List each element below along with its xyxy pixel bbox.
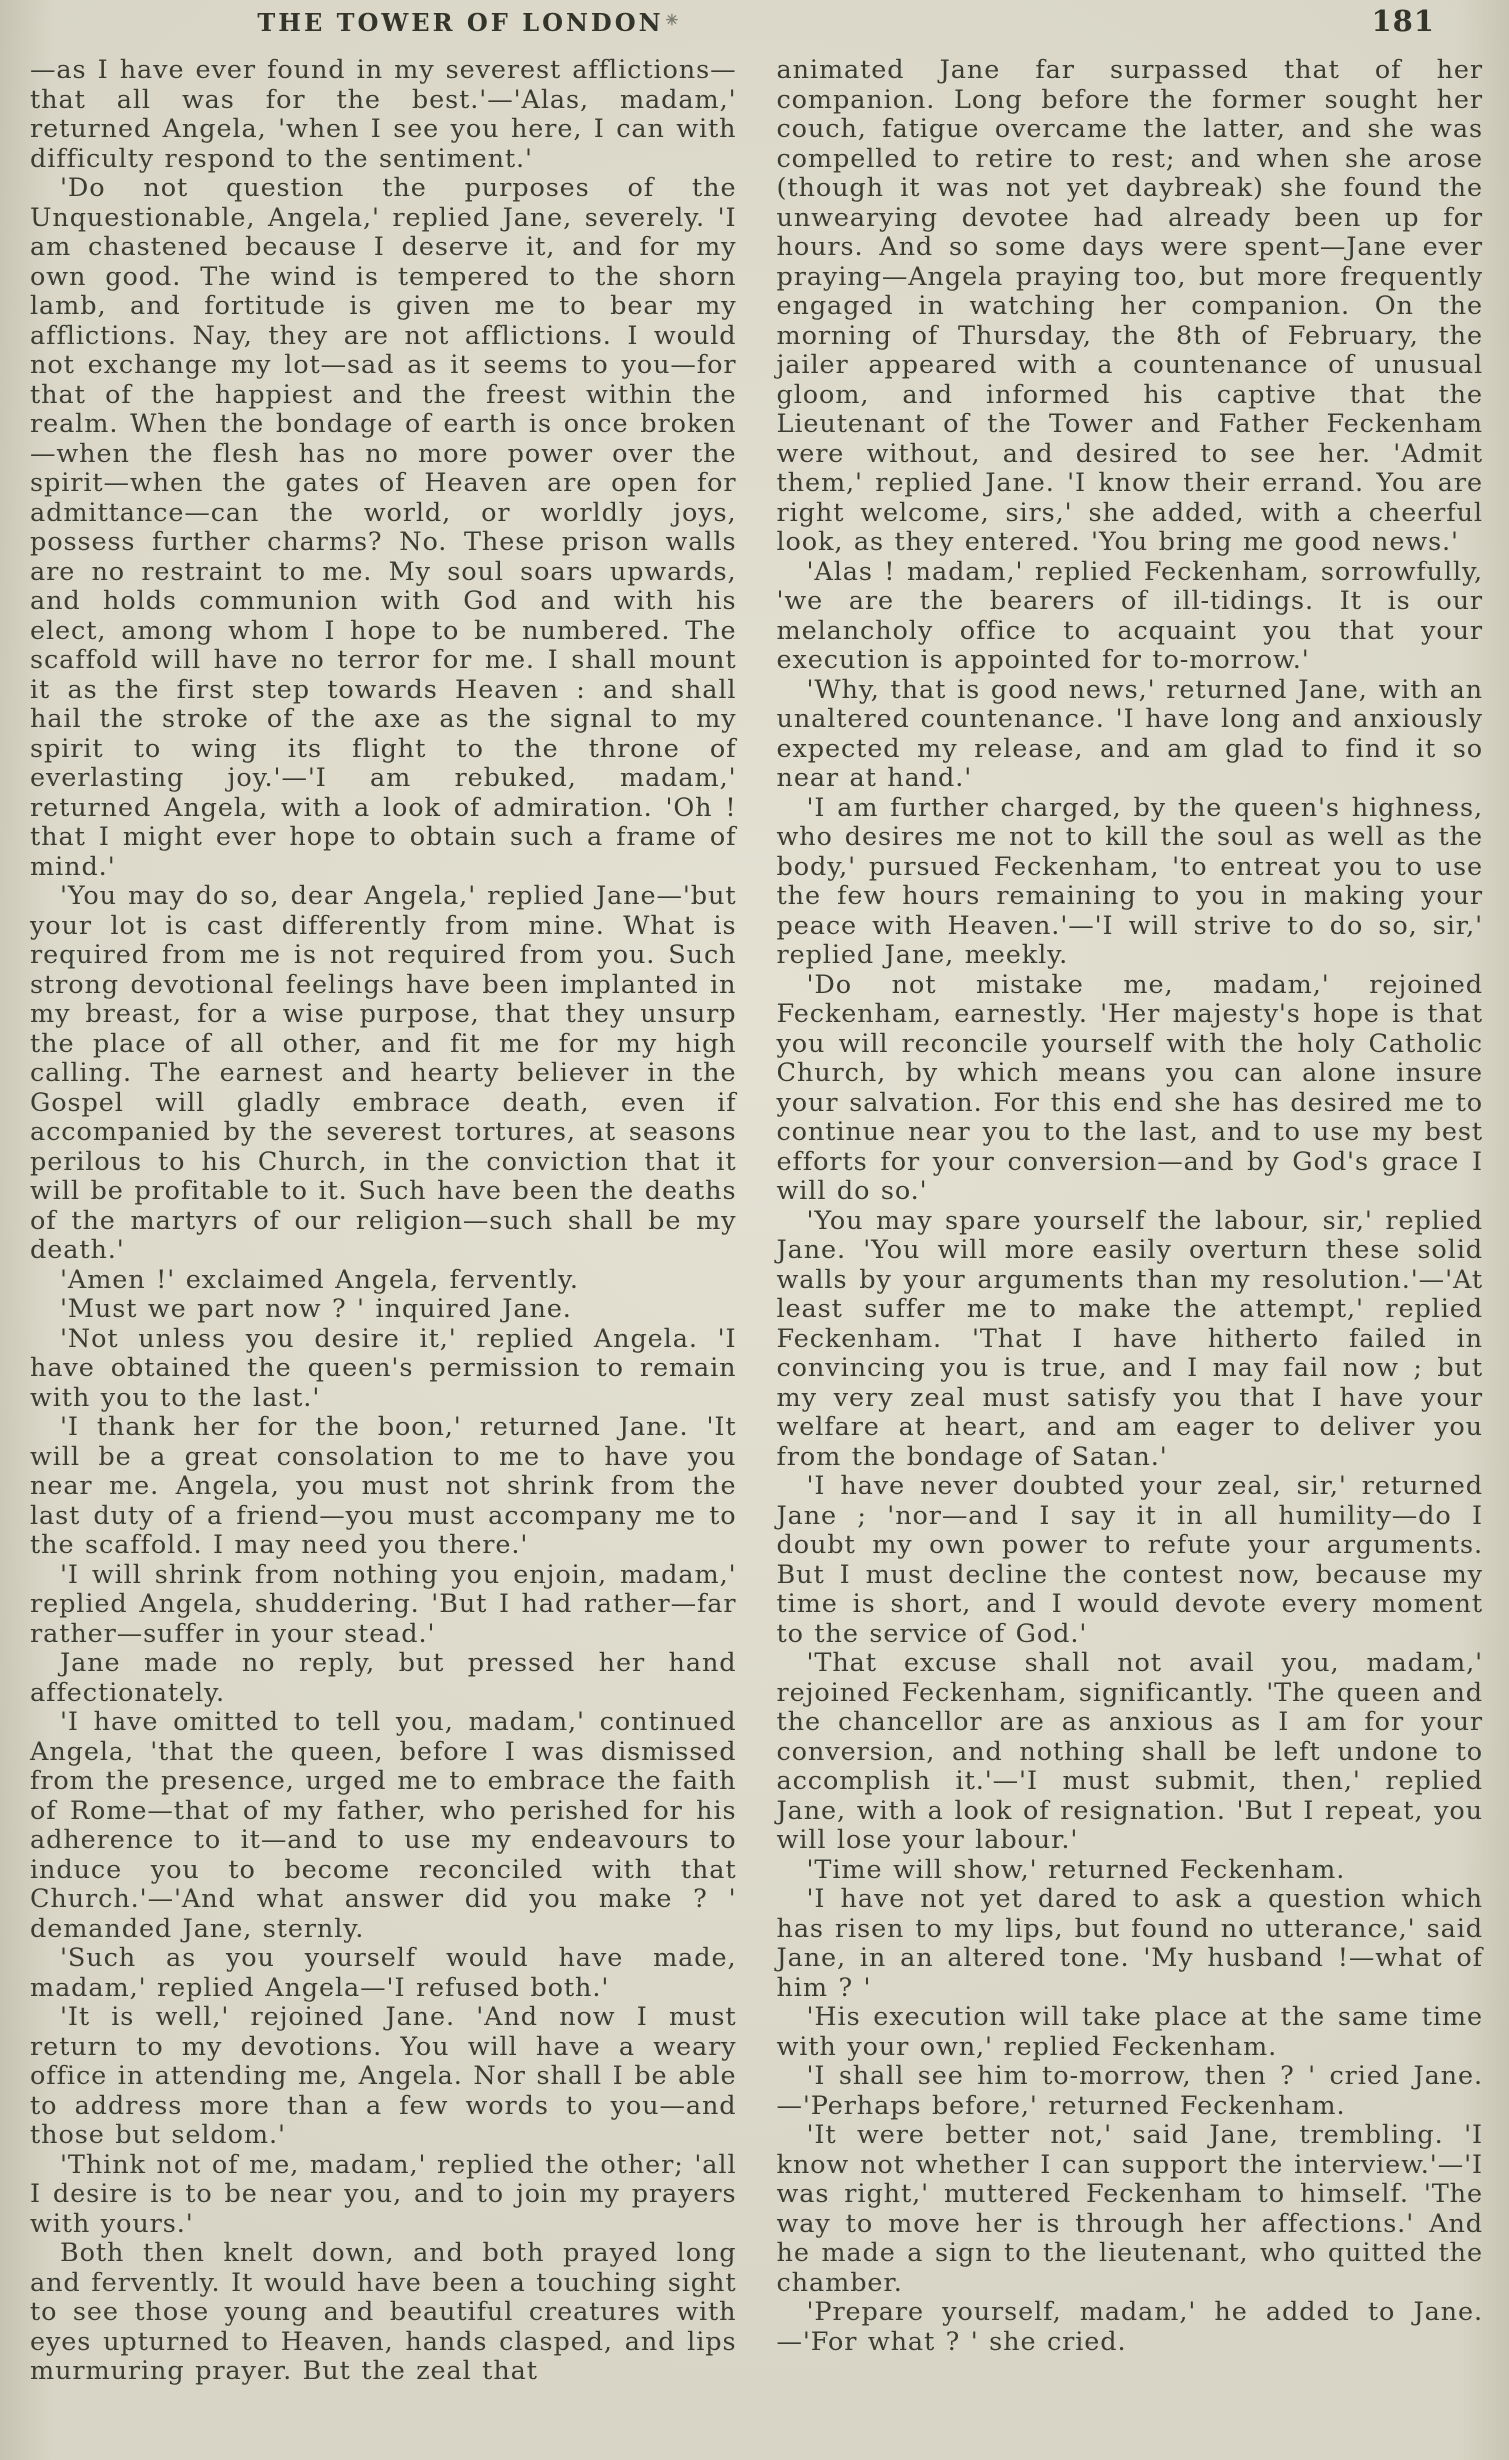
paragraph: 'Do not question the purposes of the Unquestionable, Angela,' replied Jane, severely. 'I am chastened because I deserve it, and for my own good. The wind is tempered to the shorn lamb, and fortitude is given me to bear my afflictions. Nay, they are not afflictions. I would not exchange my lot—sad as it seems to you—for that of the happiest and the freest within the realm. When the bondage of earth is once broken—when the flesh has no more power over the spirit—when the gates of Heaven are open for admittance—can the world, or worldly joys, possess further charms? No. These prison walls are no restraint to me. My soul soars upwards, and holds communion with God and with his elect, among whom I hope to be numbered. The scaffold will have no terror for me. I shall mount it as the first step towards Heaven : and shall hail the stroke of the axe as the signal to my spirit to wing its flight to the throne of everlasting joy.'—'I am rebuked, madam,' returned Angela, with a look of admiration. 'Oh ! that I might ever hope to obtain such a frame of mind.' bbox=[30, 173, 737, 882]
left-column bbox=[30, 56, 737, 2387]
page-title bbox=[0, 8, 936, 37]
paragraph: animated Jane far surpassed that of her companion. Long before the former sought her couch, fatigue overcame the latter, and she was compelled to retire to rest; and when she arose (though it was not yet daybreak) she found the unwearying devotee had already been up for hours. And so some days were spent—Jane ever praying—Angela praying too, but more frequently engaged in watching her companion. On the morning of Thursday, the 8th of February, the jailer appeared with a countenance of unusual gloom, and informed his captive that the Lieutenant of the Tower and Father Feckenham were without, and desired to see her. 'Admit them,' replied Jane. 'I know their errand. You are right welcome, sirs,' she added, with a cheerful look, as they entered. 'You bring me good news.' bbox=[776, 55, 1483, 557]
paragraph: 'It is well,' rejoined Jane. 'And now I must return to my devotions. You will have a weary office in attending me, Angela. Nor shall I be able to address more than a few words to you—and those but seldom.' bbox=[30, 2002, 737, 2150]
paragraph: 'I shall see him to-morrow, then ? ' cried Jane.—'Perhaps before,' returned Feckenham. bbox=[776, 2061, 1483, 2121]
paragraph: Jane made no reply, but pressed her hand affectionately. bbox=[30, 1648, 737, 1708]
paragraph: 'Why, that is good news,' returned Jane, with an unaltered countenance. 'I have long and anxiously expected my release, and am glad to find it so near at hand.' bbox=[776, 674, 1483, 793]
running-head bbox=[0, 0, 1509, 52]
paragraph: 'Prepare yourself, madam,' he added to Jane.—'For what ? ' she cried. bbox=[776, 2297, 1483, 2357]
paragraph: 'I have omitted to tell you, madam,' continued Angela, 'that the queen, before I was dismissed from the presence, urged me to embrace the faith of Rome—that of my father, who perished for his adherence to it—and to use my endeavours to induce you to become reconciled with that Church.'—'And what answer did you make ? ' demanded Jane, sternly. bbox=[30, 1707, 737, 1944]
paragraph: 'Time will show,' returned Feckenham. bbox=[806, 1854, 1346, 1885]
paragraph: —as I have ever found in my severest afflictions—that all was for the best.'—'Alas, madam,' returned Angela, 'when I see you here, I can with difficulty respond to the sentiment.' bbox=[30, 55, 737, 174]
paragraph: 'You may do so, dear Angela,' replied Jane—'but your lot is cast differently from mine. What is required from me is not required from you. Such strong devotional feelings have been implanted in my breast, for a wise purpose, that they unsurp the place of all other, and fit me for my high calling. The earnest and hearty believer in the Gospel will gladly embrace death, even if accompanied by the severest tortures, at seasons perilous to his Church, in the conviction that it will be profitable to it. Such have been the deaths of the martyrs of our religion—such shall be my death.' bbox=[30, 881, 737, 1265]
paragraph: 'His execution will take place at the same time with your own,' replied Feckenham. bbox=[776, 2002, 1483, 2062]
running-title-text: THE TOWER OF LONDON bbox=[257, 8, 664, 37]
paragraph: 'It were better not,' said Jane, trembling. 'I know not whether I can support the interview.'—'I was right,' muttered Feckenham to himself. 'The way to move her is through her affections.' And he made a sign to the lieutenant, who quitted the chamber. bbox=[776, 2120, 1483, 2298]
paragraph: 'Do not mistake me, madam,' rejoined Feckenham, earnestly. 'Her majesty's hope is that you will reconcile yourself with the holy Catholic Church, by which means you can alone insure your salvation. For this end she has desired me to continue near you to the last, and to use my best efforts for your conversion—and by God's grace I will do so.' bbox=[776, 969, 1483, 1206]
paragraph: 'That excuse shall not avail you, madam,' rejoined Feckenham, significantly. 'The queen and the chancellor are as anxious as I am for your conversion, and nothing shall be left undone to accomplish it.'—'I must submit, then,' replied Jane, with a look of resignation. 'But I repeat, you will lose your labour.' bbox=[776, 1648, 1483, 1855]
paragraph: 'I will shrink from nothing you enjoin, madam,' replied Angela, shuddering. 'But I had rather—far rather—suffer in your stead.' bbox=[30, 1559, 737, 1649]
page-number: 181 bbox=[1371, 4, 1435, 38]
paragraph: 'Such as you yourself would have made, madam,' replied Angela—'I refused both.' bbox=[30, 1943, 737, 2003]
paragraph: 'I thank her for the boon,' returned Jane. 'It will be a great consolation to me to have you near me. Angela, you must not shrink from the last duty of a friend—you must accompany me to the scaffold. I may need you there.' bbox=[30, 1412, 737, 1560]
paragraph: 'Must we part now ? ' inquired Jane. bbox=[60, 1294, 572, 1324]
paragraph: 'You may spare yourself the labour, sir,' replied Jane. 'You will more easily overturn these solid walls by your arguments than my resolution.'—'At least suffer me to make the attempt,' replied Feckenham. 'That I have hitherto failed in convincing you is true, and I may fail now ; but my very zeal must satisfy you that I have your welfare at heart, and am eager to deliver you from the bondage of Satan.' bbox=[776, 1205, 1483, 1472]
paragraph: 'Amen !' exclaimed Angela, fervently. bbox=[60, 1264, 579, 1295]
ornament-mark: ✳ bbox=[665, 11, 679, 29]
paragraph: Both then knelt down, and both prayed long and fervently. It would have been a touching sight to see those young and beautiful creatures with eyes upturned to Heaven, hands clasped, and lips murmuring prayer. But the zeal that bbox=[30, 2238, 737, 2386]
paragraph: 'Think not of me, madam,' replied the other; 'all I desire is to be near you, and to join my prayers with yours.' bbox=[30, 2149, 737, 2239]
paragraph: 'I have never doubted your zeal, sir,' returned Jane ; 'nor—and I say it in all humility—do I doubt my own power to refute your arguments. But I must decline the contest now, because my time is short, and I would devote every moment to the service of God.' bbox=[776, 1471, 1483, 1649]
paragraph: 'Alas ! madam,' replied Feckenham, sorrowfully, 'we are the bearers of ill-tidings. It is our melancholy office to acquaint you that your execution is appointed for to-morrow.' bbox=[776, 556, 1483, 675]
right-column bbox=[777, 56, 1484, 2387]
paragraph: 'I am further charged, by the queen's highness, who desires me not to kill the soul as well as the body,' pursued Feckenham, 'to entreat you to use the few hours remaining to you in making your peace with Heaven.'—'I will strive to do so, sir,' replied Jane, meekly. bbox=[776, 792, 1483, 970]
text-columns bbox=[0, 52, 1509, 2387]
paragraph: 'Not unless you desire it,' replied Angela. 'I have obtained the queen's permission to remain with you to the last.' bbox=[30, 1323, 737, 1413]
paragraph: 'I have not yet dared to ask a question which has risen to my lips, but found no utterance,' said Jane, in an altered tone. 'My husband !—what of him ? ' bbox=[776, 1884, 1483, 2003]
